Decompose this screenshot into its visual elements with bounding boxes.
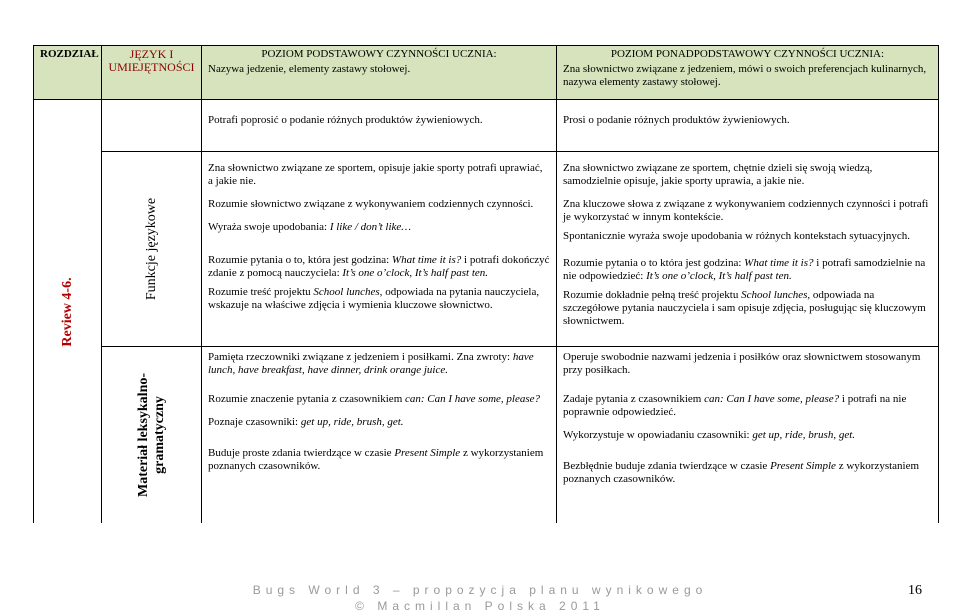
text-run: Zadaje pytania z czasownikiem (563, 393, 705, 405)
text-run-italic: get up, ride, brush, get. (752, 429, 856, 441)
material-ponad (557, 347, 939, 524)
text-run: Wykorzystuje w opowiadaniu czasowniki: (563, 429, 753, 441)
header-podstawowy: POZIOM PODSTAWOWY CZYNNOŚCI UCZNIA: (202, 46, 557, 62)
row2-podst: Potrafi poprosić o podanie różnych produktów żywieniowych. (202, 100, 557, 152)
header-ponadpodstawowy: POZIOM PONADPODSTAWOWY CZYNNOŚCI UCZNIA: (557, 46, 939, 62)
material-label-line1: Materiał leksykalno- (135, 372, 151, 498)
text-run-italic: have lunch, have breakfast, have dinner, drink orange juice. (208, 351, 534, 376)
funkcje-ponad-p5 (563, 289, 932, 328)
text-run: Pamięta rzeczowniki związane z jedzeniem i posiłkami. Zna zwroty: (208, 351, 513, 363)
footer-title: Bugs World 3 – propozycja planu wynikowego (252, 583, 708, 597)
text-run-italic: It’s one o’clock, It’s half past ten. (342, 267, 489, 279)
funkcje-ponad-p4 (563, 257, 932, 283)
funkcje-podst-p2: Rozumie słownictwo związane z wykonywaniem codziennych czynności. (208, 198, 534, 210)
material-podst-p4 (208, 447, 550, 473)
funkcje-ponad-p3: Spontanicznie wyraża swoje upodobania w różnych kontekstach sytuacyjnych. (563, 230, 911, 242)
text-run-italic: get up, ride, brush, get. (300, 416, 404, 428)
funkcje-label: Funkcje językowe (143, 197, 159, 301)
text-run-italic: School lunches, (313, 286, 383, 298)
material-ponad-p4 (563, 460, 932, 486)
row-produkty (34, 100, 939, 152)
text-run-italic: School lunches, (741, 289, 811, 301)
text-run: z wykorzystaniem poznanych czasowników. (563, 460, 920, 485)
text-run: Rozumie znaczenie pytania z czasownikiem (208, 393, 405, 405)
funkcje-ponad-p1: Zna słownictwo związane ze sportem, chętnie dzieli się swoją wiedzą, samodzielnie opisuje, jakie sporty uprawia, a jakie nie. (563, 162, 873, 187)
funkcje-ponad-p2: Zna kluczowe słowa z związane z wykonywaniem codziennych czynności i potrafi je wykorzystać w innym kontekście. (563, 198, 929, 223)
material-podst-p3 (208, 416, 550, 429)
text-run-italic: What time it is? (744, 257, 814, 269)
plan-table (33, 45, 939, 523)
funkcje-podst-p4 (208, 254, 550, 280)
funkcje-podst-p5 (208, 286, 550, 312)
material-label-cell (102, 347, 202, 524)
row2-ponad: Prosi o podanie różnych produktów żywieniowych. (557, 100, 939, 152)
section-cell (34, 100, 102, 524)
header-podst-text: Nazywa jedzenie, elementy zastawy stołowej. (202, 61, 557, 100)
header-rozdzial: ROZDZIAŁ (34, 46, 102, 100)
page-number: 16 (908, 583, 922, 598)
text-run-italic: Present Simple (394, 447, 461, 459)
text-run: Rozumie treść projektu (208, 286, 314, 298)
text-run: z wykorzystaniem poznanych czasowników. (208, 447, 544, 472)
material-label-line2: gramatyczny (151, 396, 167, 474)
text-run: i potrafi samodzielnie na nie odpowiedzieć: (563, 257, 926, 282)
funkcje-label-cell (102, 152, 202, 347)
material-podst-p1 (208, 351, 550, 377)
text-run-italic: can: Can I have some, please? (405, 393, 541, 405)
text-run: Wyraża swoje upodobania: (208, 221, 330, 233)
text-run-italic: can: Can I have some, please? (704, 393, 840, 405)
text-run-italic: It’s one o’clock, It’s half past ten. (646, 270, 792, 282)
text-run: i potrafi dokończyć zdanie z pomocą nauczyciela: (208, 254, 550, 279)
material-podst-p2 (208, 393, 550, 406)
text-run-italic: What time it is? (391, 254, 462, 266)
text-run-italic: Present Simple (770, 460, 836, 472)
header-row (34, 46, 939, 62)
material-ponad-p3 (563, 429, 932, 442)
text-run: Buduje proste zdania twierdzące w czasie (208, 447, 395, 459)
empty-cell (102, 100, 202, 152)
row-funkcje (34, 152, 939, 347)
footer-copyright: © Macmillan Polska 2011 (355, 599, 605, 613)
text-run: Poznaje czasowniki: (208, 416, 301, 428)
material-ponad-p2 (563, 393, 932, 419)
header-jezyk: JĘZYK I UMIEJĘTNOŚCI (102, 46, 202, 100)
text-run: Rozumie dokładnie pełną treść projektu (563, 289, 742, 301)
material-ponad-p1: Operuje swobodnie nazwami jedzenia i posiłków oraz słownictwem stosowanym przy posiłkach. (563, 351, 921, 376)
text-run-italic: I like / don’t like… (329, 221, 412, 233)
page-footer (200, 582, 760, 614)
text-run: i potrafi na nie poprawnie odpowiedzieć. (563, 393, 907, 418)
header-ponad-text: Zna słownictwo związane z jedzeniem, mówi o swoich preferencjach kulinarnych, nazywa elementy zastawy stołowej. (557, 61, 939, 100)
text-run: Rozumie pytania o to, która jest godzina: (208, 254, 392, 266)
section-label: Review 4-6. (59, 276, 75, 347)
material-label (136, 373, 168, 497)
funkcje-ponad (557, 152, 939, 347)
funkcje-podst-p3 (208, 221, 550, 234)
text-run: Rozumie pytania o to która jest godzina: (563, 257, 745, 269)
text-run: Bezbłędnie buduje zdania twierdzące w czasie (563, 460, 771, 472)
material-podst (202, 347, 557, 524)
funkcje-podst (202, 152, 557, 347)
funkcje-podst-p1: Zna słownictwo związane ze sportem, opisuje jakie sporty potrafi uprawiać, a jakie nie. (208, 162, 543, 187)
text-run: odpowiada na szczegółowe pytania nauczyciela i sam opisuje zdjęcia, posługując się kluczowym słownictwem. (563, 289, 926, 327)
text-run: odpowiada na pytania nauczyciela, wskazuje na właściwe zdjęcia i wymienia kluczowe słownictwo. (208, 286, 540, 311)
row-material (34, 347, 939, 524)
